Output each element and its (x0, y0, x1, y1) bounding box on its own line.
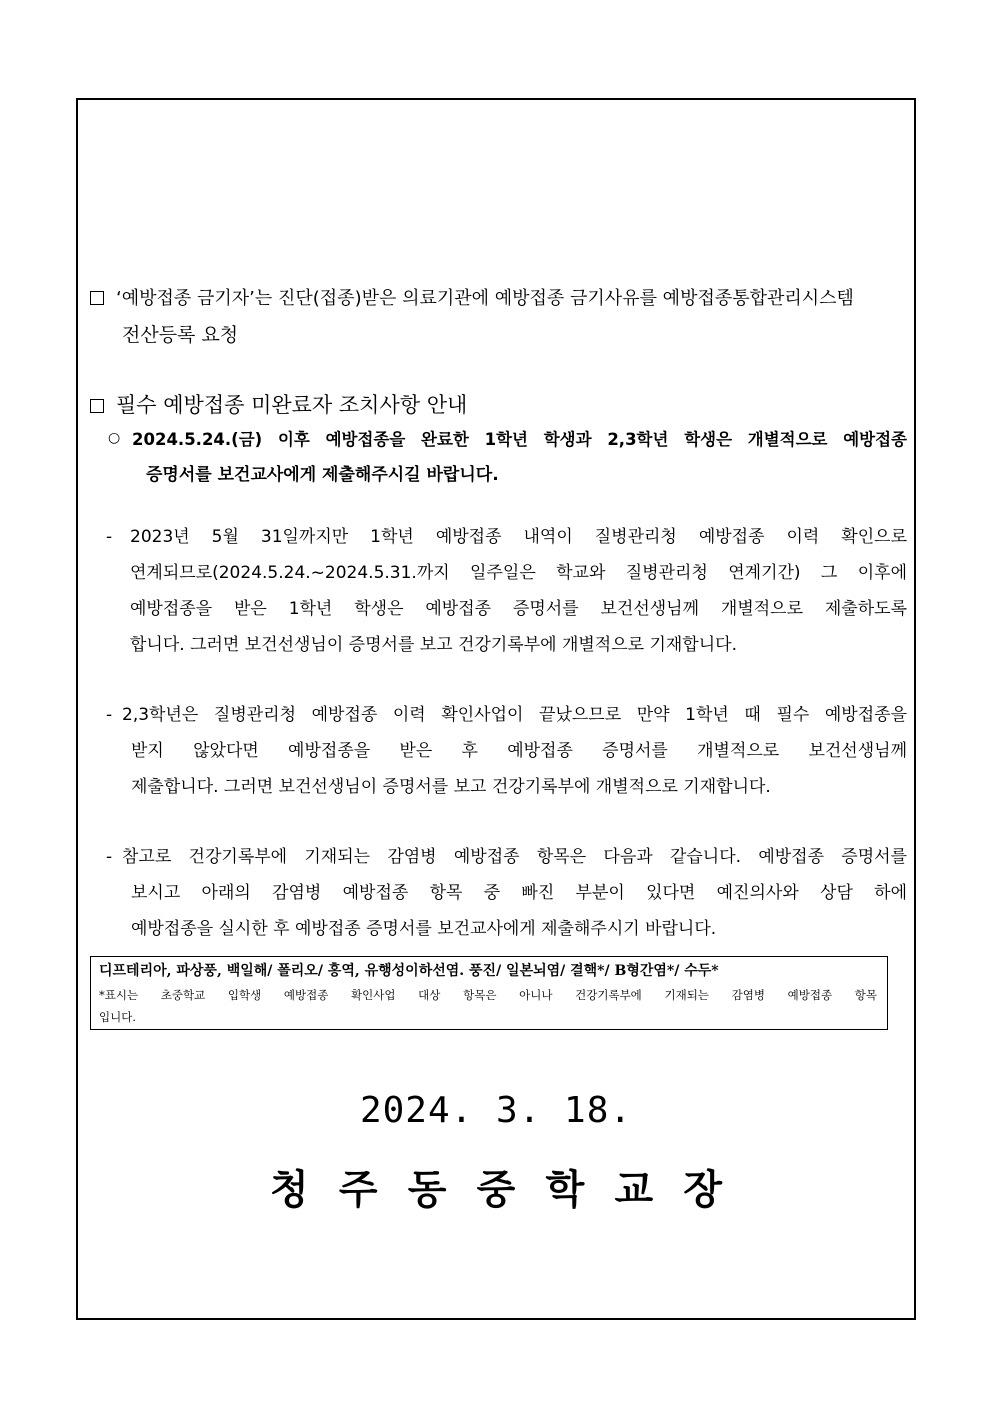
vaccine-items: 디프테리아, 파상풍, 백일해/ 폴리오/ 홍역, 유행성이하선염. 풍진/ 일본뇌염/ 결핵*/ B형간염*/ 수두* (99, 963, 719, 979)
checkbox-square-icon (90, 291, 104, 305)
section-1-text: ‘예방접종 금기자’는 진단(접종)받은 의료기관에 예방접종 금기사유를 예방접종통합관리시스템 (116, 288, 854, 309)
paragraph-line: 받지 않았다면 예방접종을 받은 후 예방접종 증명서를 개별적으로 보건선생님께 (131, 741, 907, 761)
paragraph-line: 제출합니다. 그러면 보건선생님이 증명서를 보고 건강기록부에 개별적으로 기재합니다. (131, 777, 771, 797)
paragraph-1 (130, 519, 907, 663)
paragraph-line: 참고로 건강기록부에 기재되는 감염병 예방접종 항목은 다음과 같습니다. 예방접종 증명서를 (122, 847, 907, 867)
paragraph-line: 합니다. 그러면 보건선생님이 증명서를 보고 건강기록부에 개별적으로 기재합니다. (130, 635, 737, 655)
dash-marker: - (106, 527, 113, 547)
bullet-line-1: 2024.5.24.(금) 이후 예방접종을 완료한 1학년 학생과 2,3학년 학생은 개별적으로 예방접종 (132, 430, 907, 449)
section-1-line-2: 전산등록 요청 (122, 324, 239, 346)
vaccine-list-box (90, 956, 888, 1030)
dash-marker: - (106, 705, 113, 725)
paragraph-2 (122, 697, 907, 805)
section-2-heading: 필수 예방접종 미완료자 조치사항 안내 (116, 393, 468, 417)
vaccine-note-line-2: 입니다. (99, 1010, 136, 1024)
principal-signature: 청 주 동 중 학 교 장 (270, 1166, 722, 1213)
section-2-heading-row (90, 389, 467, 419)
document-date: 2024. 3. 18. (359, 1090, 633, 1131)
paragraph-line: 2023년 5월 31일까지만 1학년 예방접종 내역이 질병관리청 예방접종 이력 확인으로 (130, 527, 907, 547)
circle-bullet-icon: ○ (108, 430, 121, 446)
dash-marker: - (106, 847, 113, 867)
paragraph-3 (122, 839, 907, 947)
checkbox-square-icon (90, 399, 104, 413)
paragraph-line: 예방접종을 받은 1학년 학생은 예방접종 증명서를 보건선생님께 개별적으로 제출하도록 (130, 599, 907, 619)
section-1-line-1 (90, 284, 910, 310)
vaccine-note-line-1: *표시는 초중학교 입학생 예방접종 확인사업 대상 항목은 아니나 건강기록부에 기재되는 감염병 예방접종 항목 (99, 988, 877, 1002)
paragraph-line: 연계되므로(2024.5.24.~2024.5.31.까지 일주일은 학교와 질병관리청 연계기간) 그 이후에 (130, 563, 907, 583)
paragraph-line: 보시고 아래의 감염병 예방접종 항목 중 빠진 부분이 있다면 예진의사와 상담 하에 (131, 883, 907, 903)
paragraph-line: 2,3학년은 질병관리청 예방접종 이력 확인사업이 끝났으므로 만약 1학년 때 필수 예방접종을 (122, 705, 907, 725)
paragraph-line: 예방접종을 실시한 후 예방접종 증명서를 보건교사에게 제출해주시기 바랍니다. (131, 919, 717, 939)
bullet-line-2: 증명서를 보건교사에게 제출해주시길 바랍니다. (146, 465, 499, 485)
